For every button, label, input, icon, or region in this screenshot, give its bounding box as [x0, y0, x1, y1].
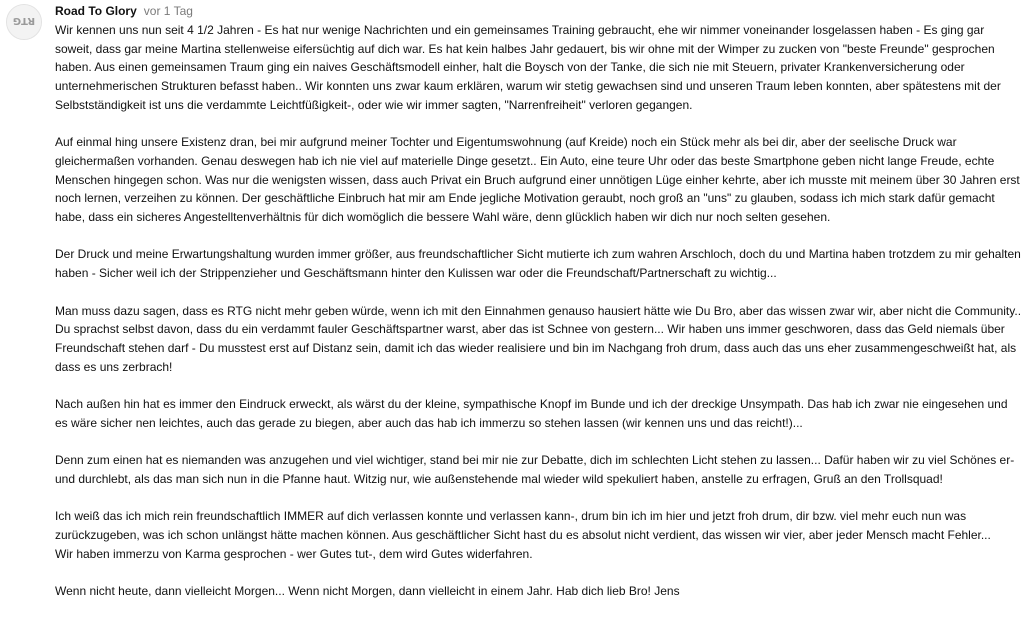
comment-paragraph: Nach außen hin hat es immer den Eindruck erweckt, als wärst du der kleine, sympathische Knopf im Bunde und ich der dreckige Unsympath. Das hab ich zwar nie eingesehen und es wäre sicher nen leichtes, auch das gerade zu biegen, aber auch das hab ich immerzu so stehen lassen (wir kennen uns und das reicht!)...	[55, 397, 1008, 430]
comment-paragraph: Denn zum einen hat es niemanden was anzugehen und viel wichtiger, stand bei mir nie zur Debatte, dich im schlechten Licht stehen zu lassen... Dafür haben wir zu viel Schönes er- und durchlebt, als das man sich nun in die Pfanne haut. Witzig nur, wie außenstehende mal wieder wild spekuliert haben, anstelle zu erfragen, Gruß an den Trollsquad!	[55, 453, 1015, 486]
comment-author[interactable]: Road To Glory	[55, 4, 137, 18]
comment-body	[55, 21, 1023, 601]
avatar[interactable]	[6, 4, 42, 40]
comment-paragraph: Man muss dazu sagen, dass es RTG nicht mehr geben würde, wenn ich mit den Einnahmen genauso hausiert hätte wie Du Bro, aber das wissen zwar wir, aber nicht die Community.. Du sprachst selbst davon, dass du ein verdammt fauler Geschäftspartner warst, aber das ist Schnee von gestern... Wir haben uns immer geschworen, dass das Geld niemals über Freundschaft stehen darf - Du musstest erst auf Distanz sein, damit ich das wieder realisiere und bin im Nachgang froh drum, dass auch das uns eher zusammengeschweißt hat, als dass es uns zerbrach!	[55, 303, 1022, 374]
comment-timestamp[interactable]: vor 1 Tag	[143, 4, 193, 18]
comment-paragraph: Der Druck und meine Erwartungshaltung wurden immer größer, aus freundschaftlicher Sicht mutierte ich zum wahren Arschloch, doch du und Martina haben trotzdem zu mir gehalten haben - Sicher weil ich der Strippenzieher und Geschäftsmann hinter den Kulissen war oder die Freundschaft/Partnerschaft zu wichtig...	[55, 247, 1021, 281]
comment-paragraph-line: Wir haben immerzu von Karma gesprochen - wer Gutes tut-, dem wird Gutes widerfahren.	[55, 546, 533, 561]
comment-header	[55, 4, 193, 20]
comment-paragraph: Auf einmal hing unsere Existenz dran, bei mir aufgrund meiner Tochter und Eigentumswohnung (auf Kreide) noch ein Stück mehr als bei dir, aber der seelische Druck war gleichermaßen vorhanden. Genau deswegen hab ich nie viel auf materielle Dinge gesetzt.. Ein Auto, eine teure Uhr oder das beste Smartphone geben nicht lange Freude, echte Menschen hingegen schon. Was nur die wenigsten wissen, dass auch Privat ein Bruch aufgrund einer unnötigen Lüge einher kehrte, aber ich musste mit meinem über 30 Jahren erst noch lernen, verzeihen zu können. Der geschäftliche Einbruch hat mir am Ende jegliche Motivation geraubt, noch groß an "uns" zu glauben, sodass ich mich stark dafür gemacht habe, dass ein sicheres Angestelltenverhältnis für dich womöglich die bessere Wahl wäre, denn glücklich haben wir dich nur noch selten gesehen.	[55, 135, 1020, 225]
comment-paragraph-line: Ich weiß das ich mich rein freundschaftlich IMMER auf dich verlassen konnte und verlassen kann-, drum bin ich im hier und jetzt froh drum, dir bzw. viel mehr euch nun was zurückzugeben, was ich schon unlängst hätte machen können. Aus geschäftlicher Sicht hast du es absolut nicht verdient, das wissen wir vier, aber jeder Mensch macht Fehler...	[55, 509, 991, 542]
comment-paragraph	[55, 507, 1023, 563]
rtg-logo-icon	[7, 5, 41, 39]
comment-paragraph: Wenn nicht heute, dann vielleicht Morgen... Wenn nicht Morgen, dann vielleicht in einem Jahr. Hab dich lieb Bro! Jens	[55, 583, 680, 598]
comment-paragraph: Wir kennen uns nun seit 4 1/2 Jahren - Es hat nur wenige Nachrichten und ein gemeinsames Training gebraucht, ehe wir nimmer voneinander losgelassen haben - Es ging gar soweit, dass gar meine Martina stellenweise eifersüchtig auf dich war. Es hat kein halbes Jahr gedauert, bis wir ohne mit der Wimper zu zucken von "beste Freunde" gesprochen haben. Aus einen gemeinsamen Traum ging ein naives Geschäftsmodell einher, halt die Boysch von der Tanke, die sich nie mit Steuern, privater Krankenversicherung oder unternehmerischen Strukturen befasst haben.. Wir konnten uns zwar kaum erklären, warum wir stetig gewachsen sind und unseren Traum leben konnten, aber spätestens mit der Selbstständigkeit ist uns die verdammte Leichtfüßigkeit-, oder wie wir immer sagten, "Narrenfreiheit" verloren gegangen.	[55, 23, 1001, 112]
avatar-logo-text: RTG	[12, 15, 36, 26]
